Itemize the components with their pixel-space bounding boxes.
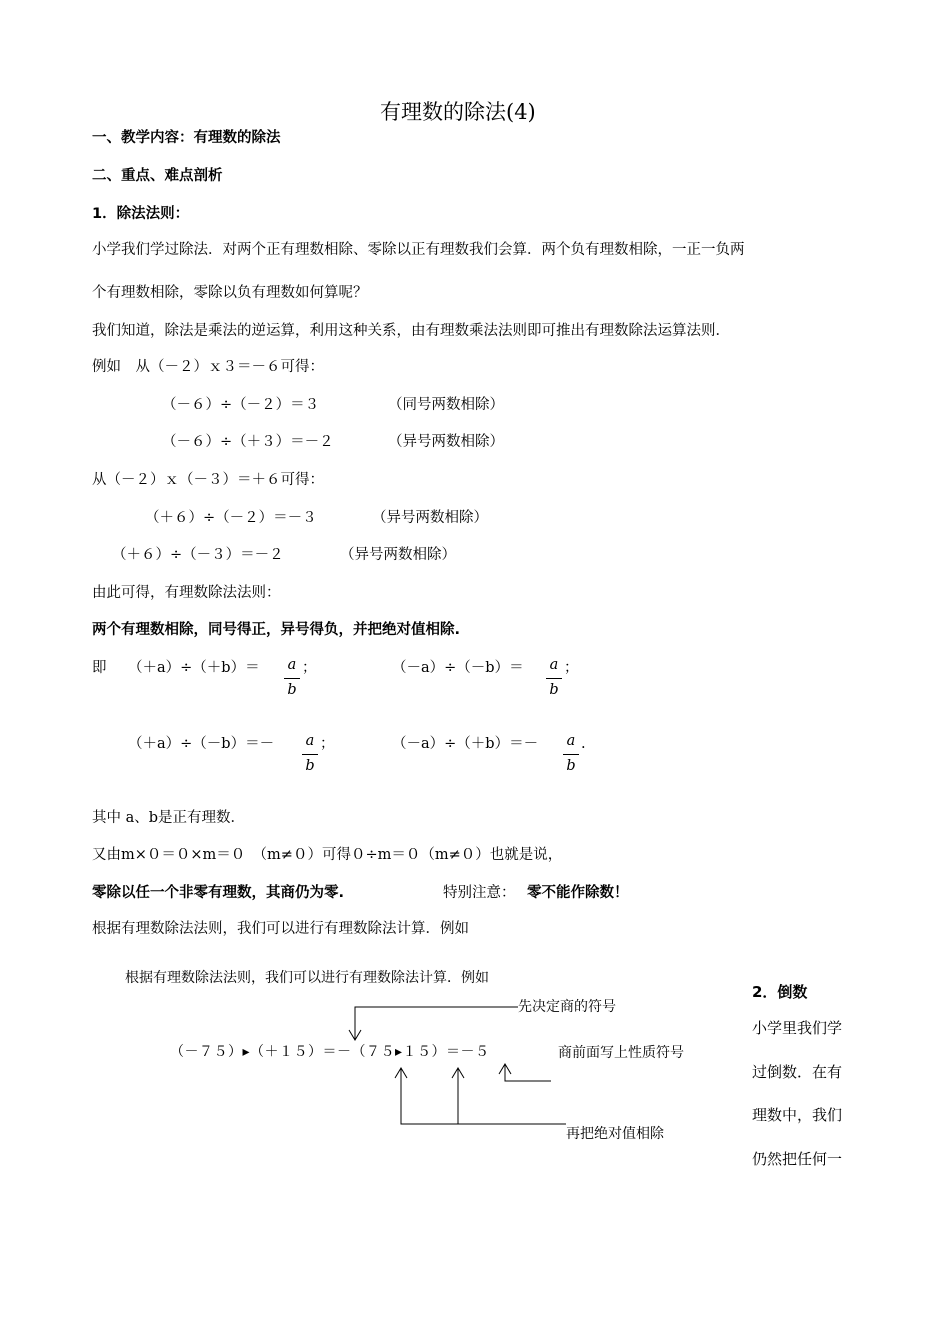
fraction-denominator: b (566, 758, 576, 774)
fraction-numerator: a (287, 657, 297, 673)
arrow-sign (355, 1007, 518, 1040)
fraction-denominator: b (549, 682, 559, 698)
diagram-equation: （－７５）▸（＋１５）＝－（７５▸１５）＝－５ (170, 1044, 490, 1060)
formula3-lhs: （＋a）÷（－b）＝－ (128, 736, 275, 752)
formula1-end: ； (302, 660, 317, 676)
page-title: 有理数的除法(4) (380, 100, 536, 124)
positive-rational-note: 其中 a、b是正有理数． (92, 810, 246, 826)
diagram-heading: 根据有理数除法法则，我们可以进行有理数除法计算．例如 (125, 970, 489, 986)
reciprocal-line: 仍然把任何一 (752, 1150, 843, 1168)
conclusion-text: 由此可得，有理数除法法则： (92, 585, 281, 601)
fraction-denominator: b (305, 758, 315, 774)
section-heading-content: 一、教学内容：有理数的除法 (92, 130, 281, 146)
reciprocal-line: 过倒数．在有 (752, 1063, 843, 1081)
example2-intro: 从（－２）ｘ（－３）＝＋６可得： (92, 472, 324, 488)
attention-warning: 零不能作除数！ (527, 885, 629, 901)
fraction-denominator: b (287, 682, 297, 698)
fraction-numerator: a (566, 733, 576, 749)
example2-note1: （异号两数相除） (372, 510, 488, 526)
ji-label: 即 (92, 660, 107, 676)
paragraph-intro-line1: 小学我们学过除法．对两个正有理数相除、零除以正有理数我们会算．两个负有理数相除，一正一负两 (92, 242, 745, 258)
example2-equation2: （＋６）÷（－３）＝－２ (112, 547, 284, 563)
paragraph-inverse: 我们知道，除法是乘法的逆运算，利用这种关系，由有理数乘法法则即可推出有理数除法运算法则． (92, 323, 730, 339)
division-rule-statement: 两个有理数相除，同号得正，异号得负，并把绝对值相除. (92, 622, 461, 638)
example1-note1: （同号两数相除） (388, 397, 504, 413)
zero-rule: 零除以任一个非零有理数，其商仍为零. (92, 885, 345, 901)
example2-equation1: （＋６）÷（－２）＝－３ (145, 510, 317, 526)
formula1-lhs: （＋a）÷（＋b）＝ (128, 660, 260, 676)
formula4-end: . (581, 736, 586, 752)
example1-equation1: （－６）÷（－２）＝３ (162, 397, 320, 413)
zero-derivation: 又由m×０＝０×m＝０ （m≠０）可得０÷m＝０（m≠０）也就是说， (92, 847, 563, 863)
example2-note2: （异号两数相除） (340, 547, 456, 563)
example1-intro: 例如 从（－２）ｘ３＝－６可得： (92, 359, 324, 375)
diagram-label-prefix: 商前面写上性质符号 (558, 1045, 684, 1061)
attention-label: 特别注意： (443, 885, 516, 901)
diagram-label-abs: 再把绝对值相除 (566, 1126, 664, 1142)
paragraph-intro-line2: 个有理数相除，零除以负有理数如何算呢？ (92, 285, 368, 301)
arrow-abs-left (401, 1068, 566, 1124)
formula3-end: ； (320, 736, 335, 752)
formula2-lhs: （－a）÷（－b）＝ (392, 660, 524, 676)
formula4-lhs: （－a）÷（＋b）＝－ (392, 736, 539, 752)
arrow-prefix (505, 1064, 551, 1081)
subheading-division-rule: 1．除法法则： (92, 206, 190, 222)
fraction-numerator: a (549, 657, 559, 673)
reciprocal-line: 理数中，我们 (752, 1106, 843, 1124)
reciprocal-heading: 2．倒数 (752, 983, 808, 1001)
formula2-end: ； (564, 660, 579, 676)
fraction-numerator: a (305, 733, 315, 749)
section-heading-key-points: 二、重点、难点剖析 (92, 168, 223, 184)
example1-note2: （异号两数相除） (388, 434, 504, 450)
calculation-intro: 根据有理数除法法则，我们可以进行有理数除法计算．例如 (92, 921, 469, 937)
example1-equation2: （－６）÷（＋３）＝－２ (162, 434, 334, 450)
reciprocal-line: 小学里我们学 (752, 1019, 843, 1037)
diagram-label-sign: 先决定商的符号 (518, 999, 616, 1015)
